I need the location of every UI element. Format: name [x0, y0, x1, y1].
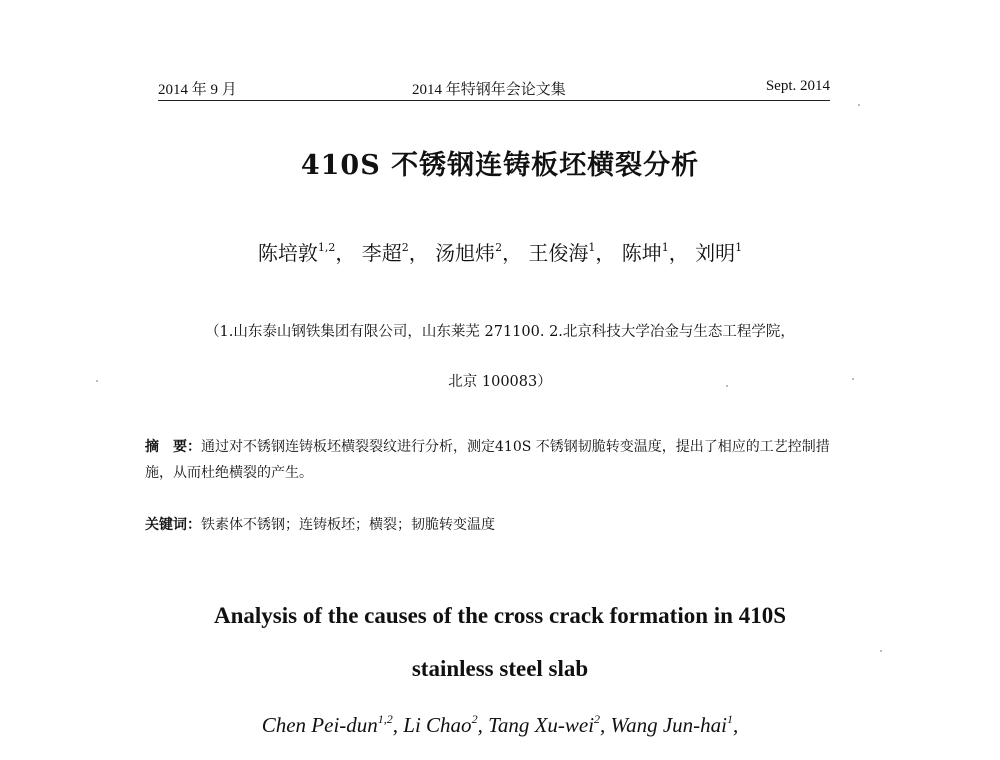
keywords-text: 铁素体不锈钢；连铸板坯；横裂；韧脆转变温度 — [201, 517, 495, 533]
running-header — [158, 74, 830, 101]
author-zh: 王俊海$^1$， — [528, 241, 616, 265]
author-zh: 陈坤$^1$， — [621, 241, 689, 265]
header-date-zh: 2014 年 9 月 — [158, 82, 237, 98]
scan-speck — [96, 380, 98, 382]
author-list-en — [0, 713, 1000, 738]
paper-title-en-line-2: stainless steel slab — [411, 656, 589, 681]
scan-speck — [858, 104, 860, 106]
scan-speck — [852, 378, 854, 380]
keywords-label: 关键词： — [145, 517, 201, 533]
author-en: Chen Pei-dun$^{1,2}$, — [261, 712, 404, 737]
affiliation-line-2: 北京 100083） — [448, 374, 552, 390]
author-en: Tang Xu-wei$^2$, — [488, 712, 611, 737]
author-zh: 李超$^2$， — [361, 241, 429, 265]
keywords — [145, 514, 850, 534]
paper-title-zh: 410S 不锈钢连铸板坯横裂分析 — [300, 150, 700, 181]
affiliation-line-1: （1.山东泰山钢铁集团有限公司，山东莱芜 271100. 2.北京科技大学冶金与生态工程学院， — [205, 324, 795, 340]
scan-speck — [880, 650, 882, 652]
author-zh: 陈培敦$^{1,2}$， — [257, 241, 356, 265]
author-en: Li Chao$^2$, — [403, 712, 489, 737]
scan-speck — [726, 385, 728, 387]
header-date-en: Sept. 2014 — [765, 78, 830, 94]
abstract-label: 摘 要： — [145, 439, 201, 455]
author-list-zh — [0, 237, 1000, 266]
paper-title-en-line-1: Analysis of the causes of the cross crack formation in 410S — [214, 603, 786, 628]
author-zh: 刘明$^1$ — [695, 241, 743, 265]
abstract — [145, 434, 850, 486]
abstract-text: 通过对不锈钢连铸板坯横裂裂纹进行分析，测定410S 不锈钢韧脆转变温度，提出了相应的工艺控制措施，从而杜绝横裂的产生。 — [145, 439, 830, 481]
author-en: Wang Jun-hai$^1$, — [610, 712, 739, 737]
author-zh: 汤旭炜$^2$， — [435, 241, 523, 265]
header-proceedings-title: 2014 年特钢年会论文集 — [412, 82, 566, 98]
